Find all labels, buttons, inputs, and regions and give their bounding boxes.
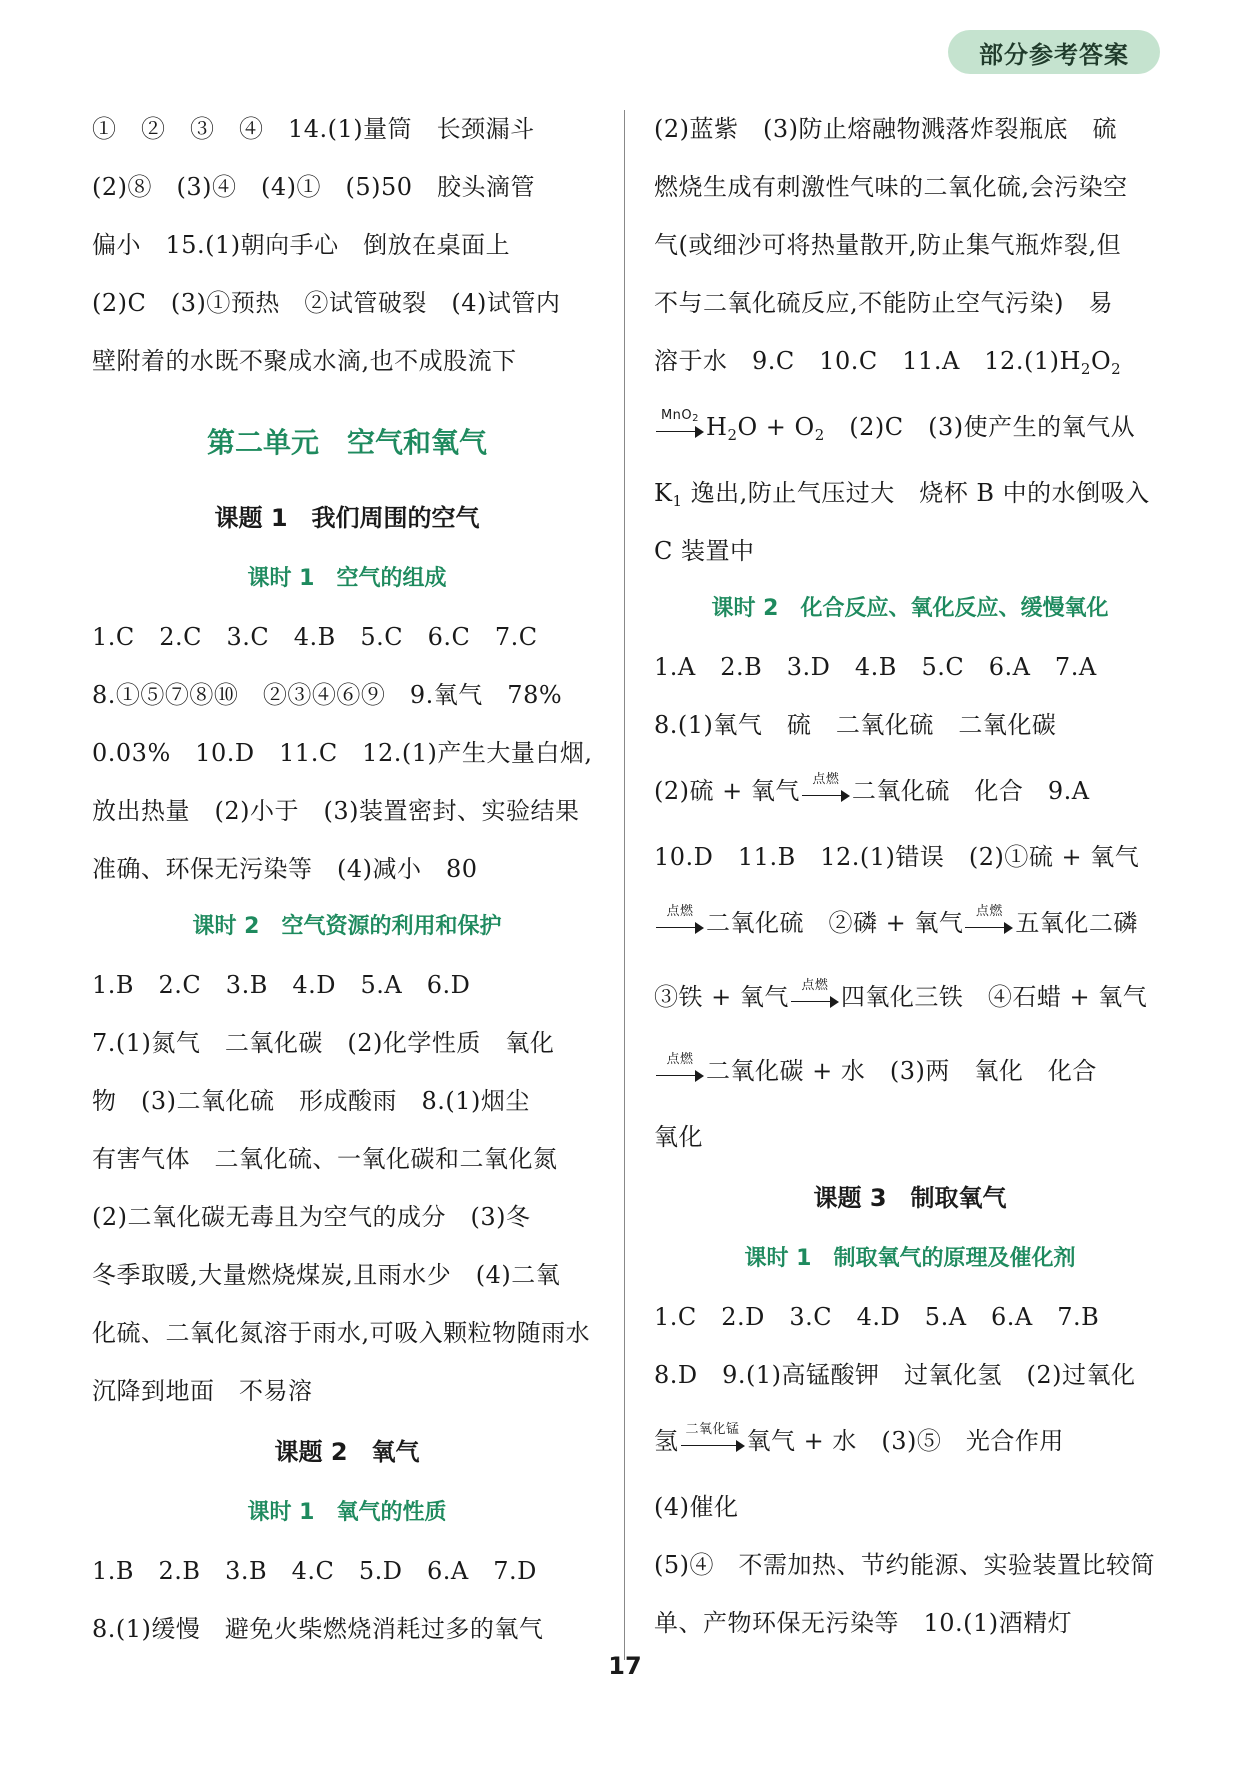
answer-line: 1.A 2.B 3.D 4.B 5.C 6.A 7.A	[654, 653, 1097, 681]
answer-line: 8.(1)缓慢 避免火柴燃烧消耗过多的氧气	[92, 1615, 544, 1643]
answer-line: (5)④ 不需加热、节约能源、实验装置比较简	[654, 1551, 1155, 1579]
lesson-title: 课时 1 制取氧气的原理及催化剂	[744, 1246, 1076, 1271]
left-column	[92, 100, 602, 1658]
answer-line: 气(或细沙可将热量散开,防止集气瓶炸裂,但	[654, 231, 1122, 259]
answer-line: 壁附着的水既不聚成水滴,也不成股流下	[92, 347, 517, 375]
answer-line: 单、产物环保无污染等 10.(1)酒精灯	[654, 1609, 1073, 1637]
answer-line: 溶于水 9.C 10.C 11.A $12.(1)H_2O_2$	[654, 347, 1122, 378]
answer-line: $K_1$ 逸出,防止气压过大 烧杯 B 中的水倒吸入	[654, 479, 1150, 510]
equation-line: MnO$_2$ $H_2O + O_2$ (2)C (3)使产生的氧气从	[654, 390, 1166, 464]
answer-line: ① ② ③ ④ 14.(1)量筒 长颈漏斗	[92, 115, 535, 143]
answer-line: 不与二氧化硫反应,不能防止空气污染) 易	[654, 289, 1113, 317]
topic-title: 课题 3 制取氧气	[813, 1184, 1007, 1212]
reaction-arrow: 点燃	[965, 915, 1013, 935]
answer-line: 1.B 2.B 3.B 4.C 5.D 6.A 7.D	[92, 1557, 537, 1585]
equation-line: 点燃 二氧化硫 ②磷 + 氧气 点燃 五氧化二磷	[654, 886, 1166, 960]
reaction-arrow: 点燃	[802, 783, 850, 803]
answer-line: 8.①⑤⑦⑧⑩ ②③④⑥⑨ 9.氧气 78%	[92, 681, 563, 709]
unit-title: 第二单元 空气和氧气	[206, 426, 487, 459]
answer-line: (2)蓝紫 (3)防止熔融物溅落炸裂瓶底 硫	[654, 115, 1117, 143]
lesson-title: 课时 1 氧气的性质	[247, 1500, 447, 1525]
lesson-title: 课时 2 化合反应、氧化反应、缓慢氧化	[711, 596, 1109, 621]
reaction-arrow: 点燃	[656, 915, 704, 935]
reaction-arrow: MnO$_2$	[656, 419, 704, 439]
answer-line: C 装置中	[654, 537, 755, 565]
right-column	[654, 100, 1166, 1652]
page-number: 17	[608, 1652, 642, 1680]
section-badge: 部分参考答案	[948, 30, 1160, 74]
topic-title: 课题 1 我们周围的空气	[214, 504, 480, 532]
answer-line: 偏小 15.(1)朝向手心 倒放在桌面上	[92, 231, 511, 259]
lesson-title: 课时 1 空气的组成	[247, 566, 447, 591]
lesson-title: 课时 2 空气资源的利用和保护	[192, 914, 502, 939]
answer-line: 有害气体 二氧化硫、一氧化碳和二氧化氮	[92, 1145, 558, 1173]
equation-line: (2)硫 + 氧气 点燃 二氧化硫 化合 9.A	[654, 771, 1090, 805]
answer-line: 氧化	[654, 1123, 703, 1151]
topic-title: 课题 2 氧气	[274, 1438, 420, 1466]
answer-line: 1.C 2.C 3.C 4.B 5.C 6.C 7.C	[92, 623, 538, 651]
reaction-arrow: 点燃	[791, 989, 839, 1009]
answer-line: 8.(1)氧气 硫 二氧化硫 二氧化碳	[654, 711, 1057, 739]
answer-line: 10.D 11.B 12.(1)错误 (2)①硫 + 氧气	[654, 843, 1140, 871]
reaction-arrow: 二氧化锰	[681, 1433, 745, 1453]
answer-line: 化硫、二氧化氮溶于雨水,可吸入颗粒物随雨水	[92, 1319, 591, 1347]
answer-line: 冬季取暖,大量燃烧煤炭,且雨水少 (4)二氧	[92, 1261, 561, 1289]
answer-line: (2)二氧化碳无毒且为空气的成分 (3)冬	[92, 1203, 531, 1231]
answer-line: 1.B 2.C 3.B 4.D 5.A 6.D	[92, 971, 471, 999]
answer-line: 1.C 2.D 3.C 4.D 5.A 6.A 7.B	[654, 1303, 1100, 1331]
equation-line: 氢 二氧化锰 氧气 + 水 (3)⑤ 光合作用	[654, 1421, 1064, 1455]
answer-line: 沉降到地面 不易溶	[92, 1377, 313, 1405]
answer-line: 准确、环保无污染等 (4)减小 80	[92, 855, 478, 883]
column-divider	[624, 110, 625, 1660]
answer-line: 物 (3)二氧化硫 形成酸雨 8.(1)烟尘	[92, 1087, 530, 1115]
reaction-arrow: 点燃	[656, 1063, 704, 1083]
answer-line: (2)C (3)①预热 ②试管破裂 (4)试管内	[92, 289, 561, 317]
answer-line: 8.D 9.(1)高锰酸钾 过氧化氢 (2)过氧化	[654, 1361, 1136, 1389]
answer-line: (2)⑧ (3)④ (4)① (5)50 胶头滴管	[92, 173, 536, 201]
answer-line: 放出热量 (2)小于 (3)装置密封、实验结果	[92, 797, 580, 825]
answer-line: 7.(1)氮气 二氧化碳 (2)化学性质 氧化	[92, 1029, 555, 1057]
answer-line: 燃烧生成有刺激性气味的二氧化硫,会污染空	[654, 173, 1128, 201]
answer-line: 0.03% 10.D 11.C 12.(1)产生大量白烟,	[92, 739, 593, 767]
answer-line: (4)催化	[654, 1493, 739, 1521]
equation-line: 点燃 二氧化碳 + 水 (3)两 氧化 化合	[654, 1034, 1166, 1108]
equation-line: ③铁 + 氧气 点燃 四氧化三铁 ④石蜡 + 氧气	[654, 977, 1148, 1011]
